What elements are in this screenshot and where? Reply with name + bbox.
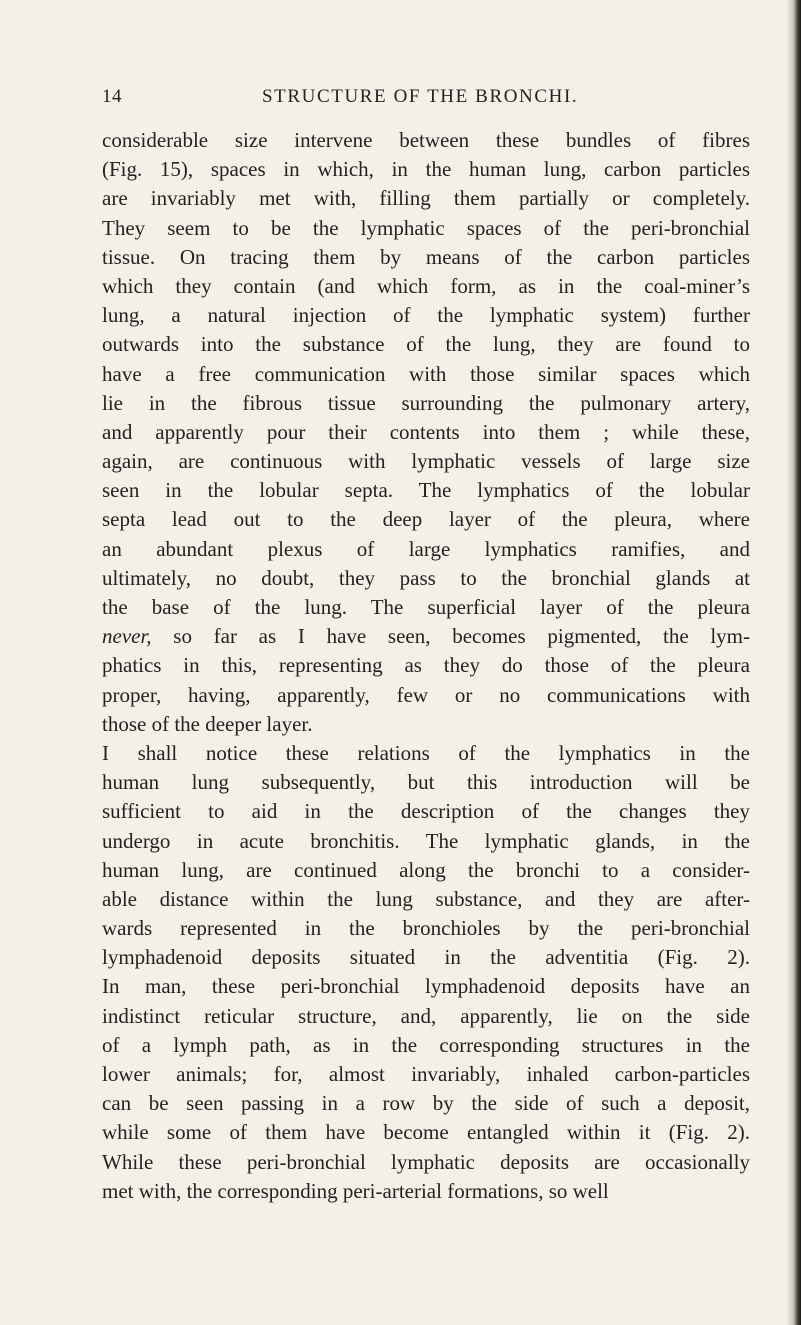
text-line: tissue. On tracing them by means of the carbon particles (102, 244, 750, 269)
running-title: STRUCTURE OF THE BRONCHI. (262, 86, 579, 107)
text-line: indistinct reticular structure, and, apparently, lie on the side (102, 1003, 750, 1028)
text-line: able distance within the lung substance, and they are after- (102, 886, 750, 911)
text-line: while some of them have become entangled within it (Fig. 2). (102, 1120, 750, 1145)
text-line: sufficient to aid in the description of the changes they (102, 799, 750, 824)
text-line: While these peri-bronchial lymphatic deposits are occasionally (102, 1149, 750, 1174)
text-line-remainder: so far as I have seen, becomes pigmented, the lym- (173, 624, 751, 649)
text-line: (Fig. 15), spaces in which, in the human lung, carbon particles (102, 157, 750, 182)
text-line: wards represented in the bronchioles by the peri-bronchial (102, 916, 750, 941)
text-line: ultimately, no doubt, they pass to the bronchial glands at (102, 565, 750, 590)
text-line: and apparently pour their contents into them ; while these, (102, 419, 750, 444)
text-line: septa lead out to the deep layer of the pleura, where (102, 507, 750, 532)
text-line: an abundant plexus of large lymphatics ramifies, and (102, 536, 750, 561)
text-line: human lung, are continued along the bronchi to a consider- (102, 857, 750, 882)
text-line: can be seen passing in a row by the side of such a deposit, (102, 1091, 750, 1116)
text-line: lung, a natural injection of the lymphatic system) further (102, 303, 750, 328)
text-line-with-italic (102, 622, 750, 651)
text-line: of a lymph path, as in the corresponding structures in the (102, 1032, 750, 1057)
text-line: human lung subsequently, but this introduction will be (102, 770, 750, 795)
text-line: again, are continuous with lymphatic vessels of large size (102, 449, 750, 474)
text-line: are invariably met with, filling them partially or completely. (102, 186, 750, 211)
text-line: met with, the corresponding peri-arterial formations, so well (102, 1178, 609, 1203)
text-line: those of the deeper layer. (102, 711, 313, 736)
text-line: which they contain (and which form, as in the coal-miner’s (102, 273, 750, 298)
body-text (102, 126, 750, 1206)
text-line: lie in the fibrous tissue surrounding the pulmonary artery, (102, 390, 750, 415)
text-line: I shall notice these relations of the lymphatics in the (102, 740, 750, 765)
text-line: considerable size intervene between these bundles of fibres (102, 128, 750, 152)
text-line: proper, having, apparently, few or no communications with (102, 682, 750, 707)
text-line: phatics in this, representing as they do those of the pleura (102, 653, 750, 678)
page-number: 14 (102, 86, 122, 107)
text-line: have a free communication with those similar spaces which (102, 361, 750, 386)
italic-emphasis: never, (102, 624, 152, 649)
running-header (102, 86, 750, 110)
text-line: In man, these peri-bronchial lymphadenoid deposits have an (102, 974, 750, 999)
text-line: lower animals; for, almost invariably, inhaled carbon-particles (102, 1062, 750, 1086)
page-edge-shadow (787, 0, 801, 1325)
text-line: They seem to be the lymphatic spaces of the peri-bronchial (102, 215, 750, 240)
text-line: seen in the lobular septa. The lymphatics of the lobular (102, 478, 750, 503)
text-line: the base of the lung. The superficial layer of the pleura (102, 595, 750, 619)
text-line: undergo in acute bronchitis. The lymphatic glands, in the (102, 828, 750, 853)
text-line: outwards into the substance of the lung, they are found to (102, 332, 750, 357)
text-line: lymphadenoid deposits situated in the adventitia (Fig. 2). (102, 945, 750, 970)
